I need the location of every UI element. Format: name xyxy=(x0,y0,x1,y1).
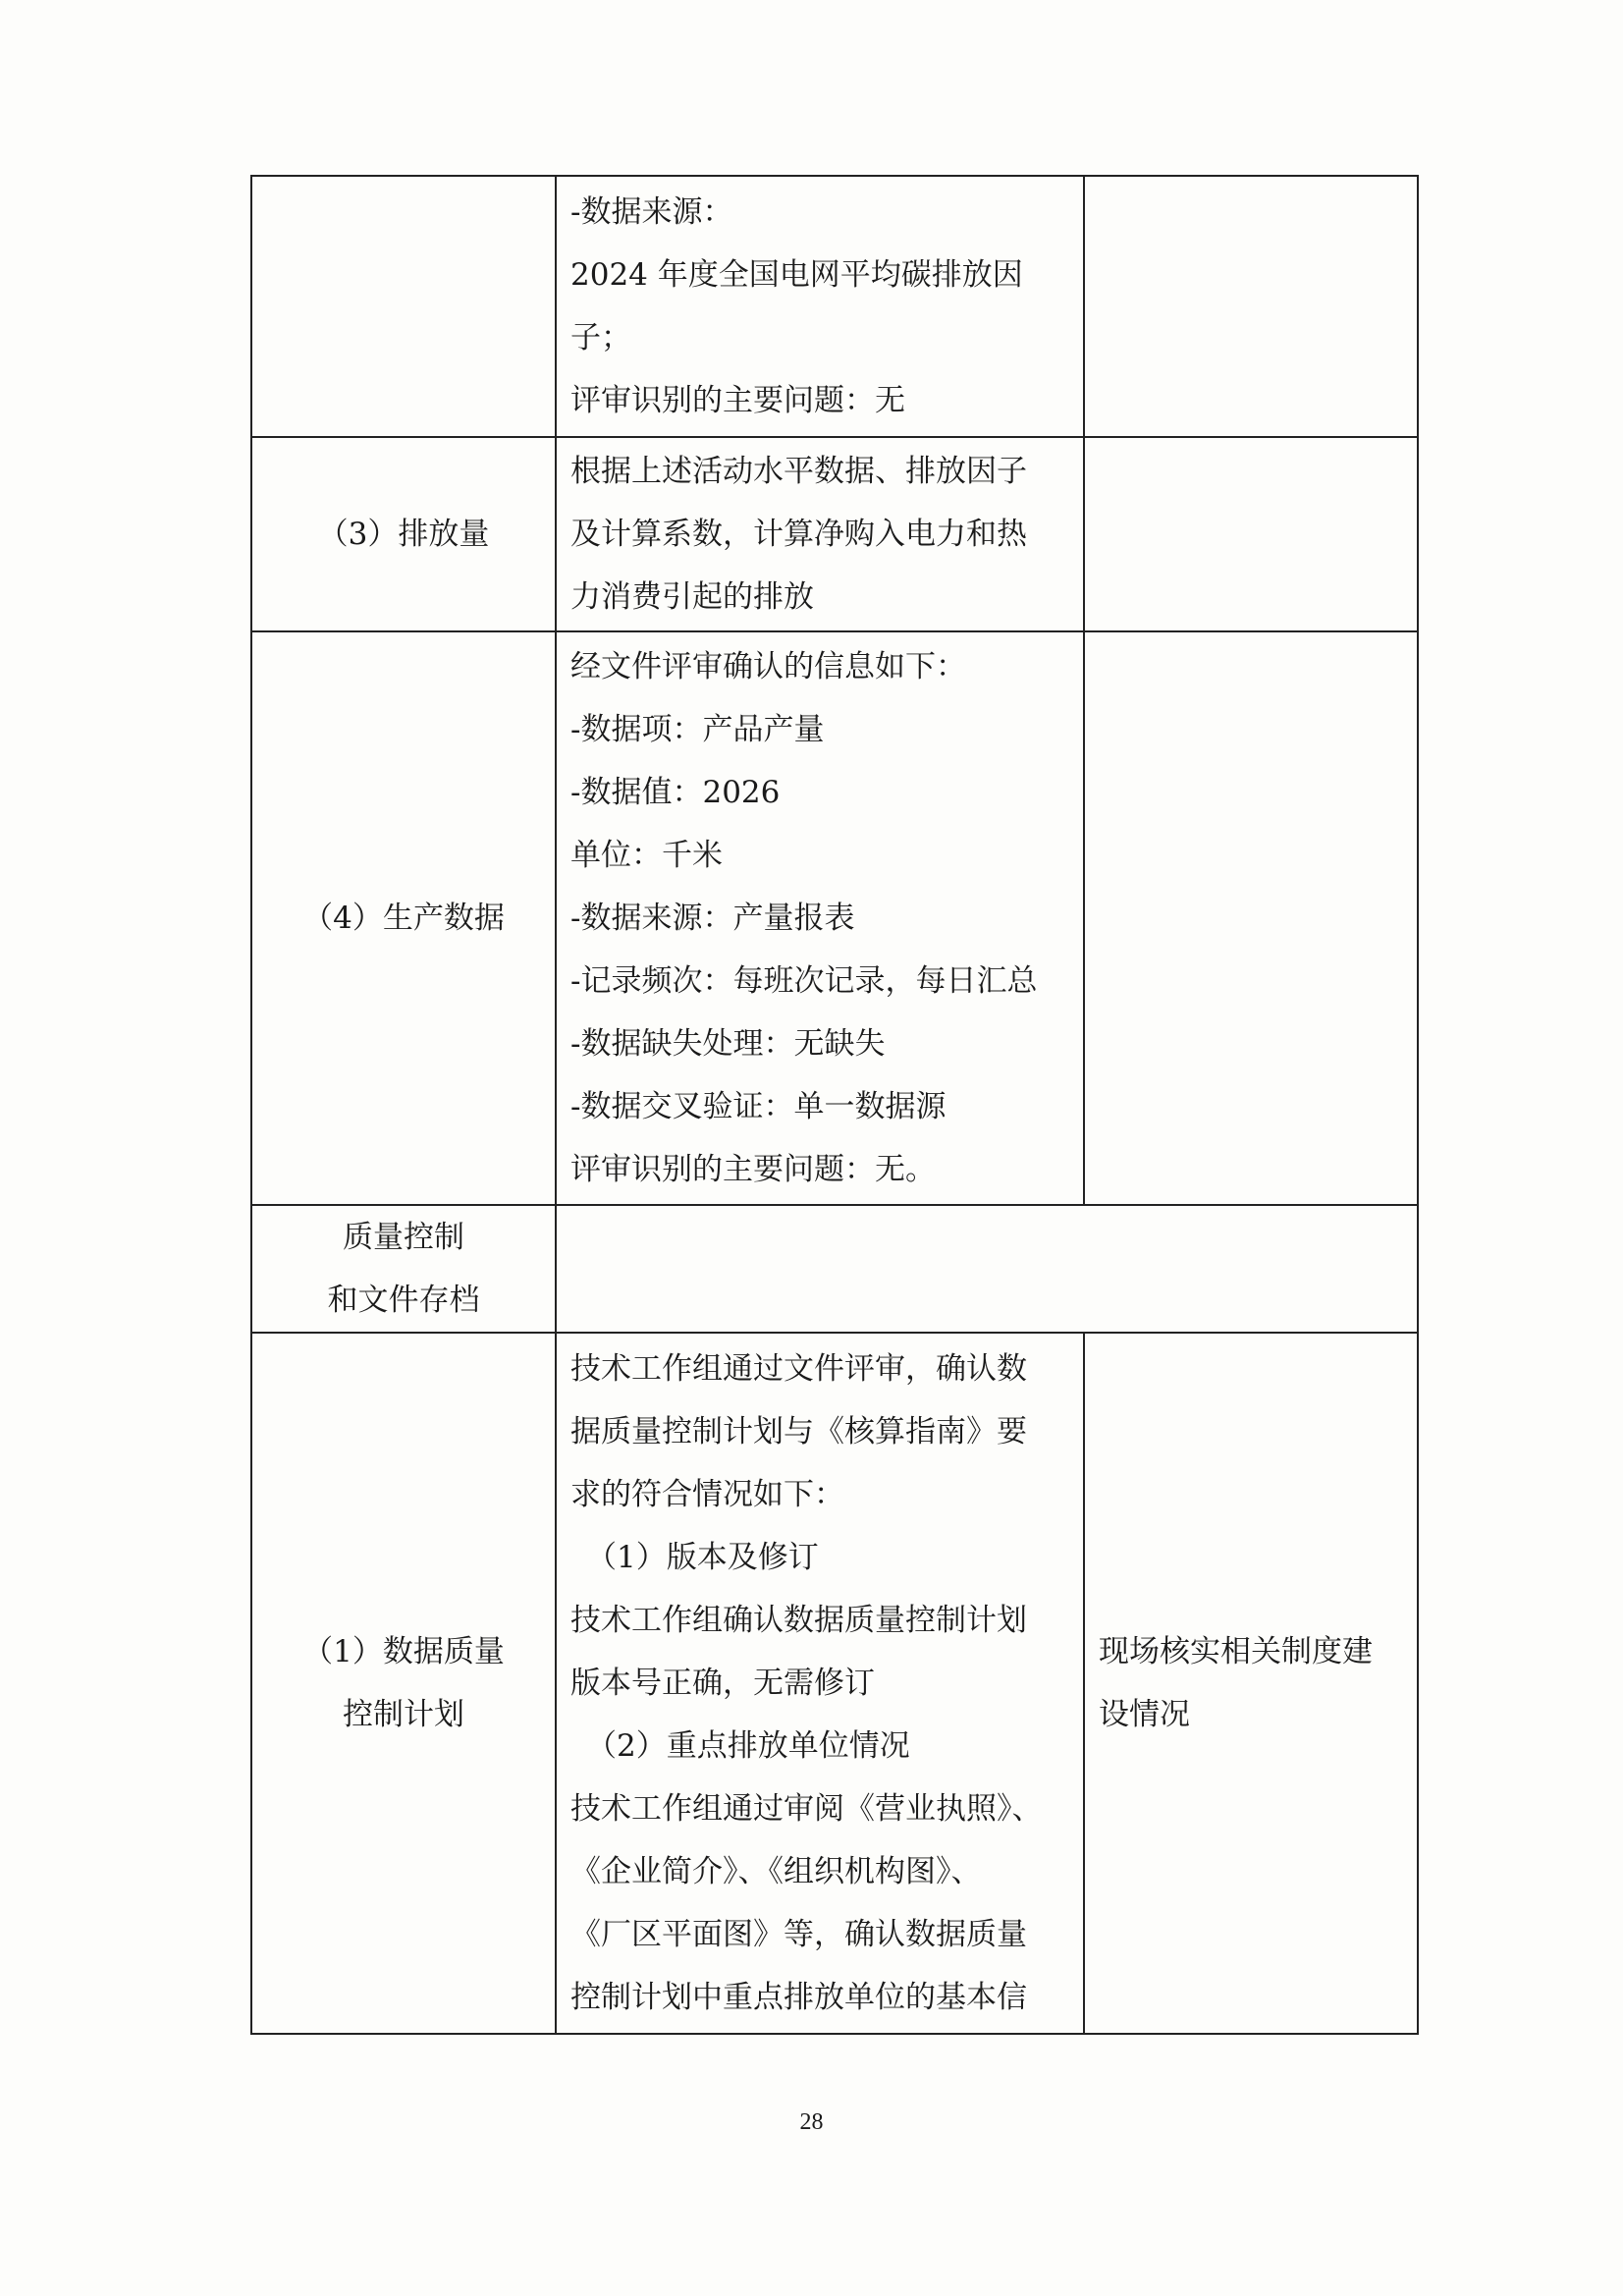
row3-label-cell: （4）生产数据 xyxy=(251,631,556,1205)
row4-content-cell xyxy=(556,1205,1418,1333)
row1-label-cell xyxy=(251,176,556,437)
row5-label-cell: （1）数据质量 控制计划 xyxy=(251,1333,556,2034)
row3-remark-cell xyxy=(1084,631,1418,1205)
row2-remark-cell xyxy=(1084,437,1418,631)
row2-label-cell: （3）排放量 xyxy=(251,437,556,631)
row2-content-cell: 根据上述活动水平数据、排放因子 及计算系数，计算净购入电力和热 力消费引起的排放 xyxy=(556,437,1084,631)
table-row-quality-control-header xyxy=(251,1205,1418,1333)
row4-label-cell: 质量控制 和文件存档 xyxy=(251,1205,556,1333)
row5-remark-cell: 现场核实相关制度建 设情况 xyxy=(1084,1333,1418,2034)
table-row-data-source xyxy=(251,176,1418,437)
table-row-emissions xyxy=(251,437,1418,631)
row1-remark-cell xyxy=(1084,176,1418,437)
row3-content-cell: 经文件评审确认的信息如下： -数据项：产品产量 -数据值：2026 单位：千米 -数据来源：产量报表 -记录频次：每班次记录，每日汇总 -数据缺失处理：无缺失 -数据交叉验证：单一数据源 评审识别的主要问题：无。 xyxy=(556,631,1084,1205)
row5-content-cell: 技术工作组通过文件评审，确认数 据质量控制计划与《核算指南》要 求的符合情况如下： （1）版本及修订 技术工作组确认数据质量控制计划 版本号正确，无需修订 （2）重点排放单位情况 技术工作组通过审阅《营业执照》、 《企业简介》、《组织机构图》、 《厂区平面图》等，确认数据质量 控制计划中重点排放单位的基本信 xyxy=(556,1333,1084,2034)
verification-table xyxy=(250,175,1419,2035)
table-row-data-quality-plan xyxy=(251,1333,1418,2034)
page-number: 28 xyxy=(799,2109,824,2135)
row1-content-cell: -数据来源： 2024 年度全国电网平均碳排放因 子； 评审识别的主要问题：无 xyxy=(556,176,1084,437)
table-row-production-data xyxy=(251,631,1418,1205)
